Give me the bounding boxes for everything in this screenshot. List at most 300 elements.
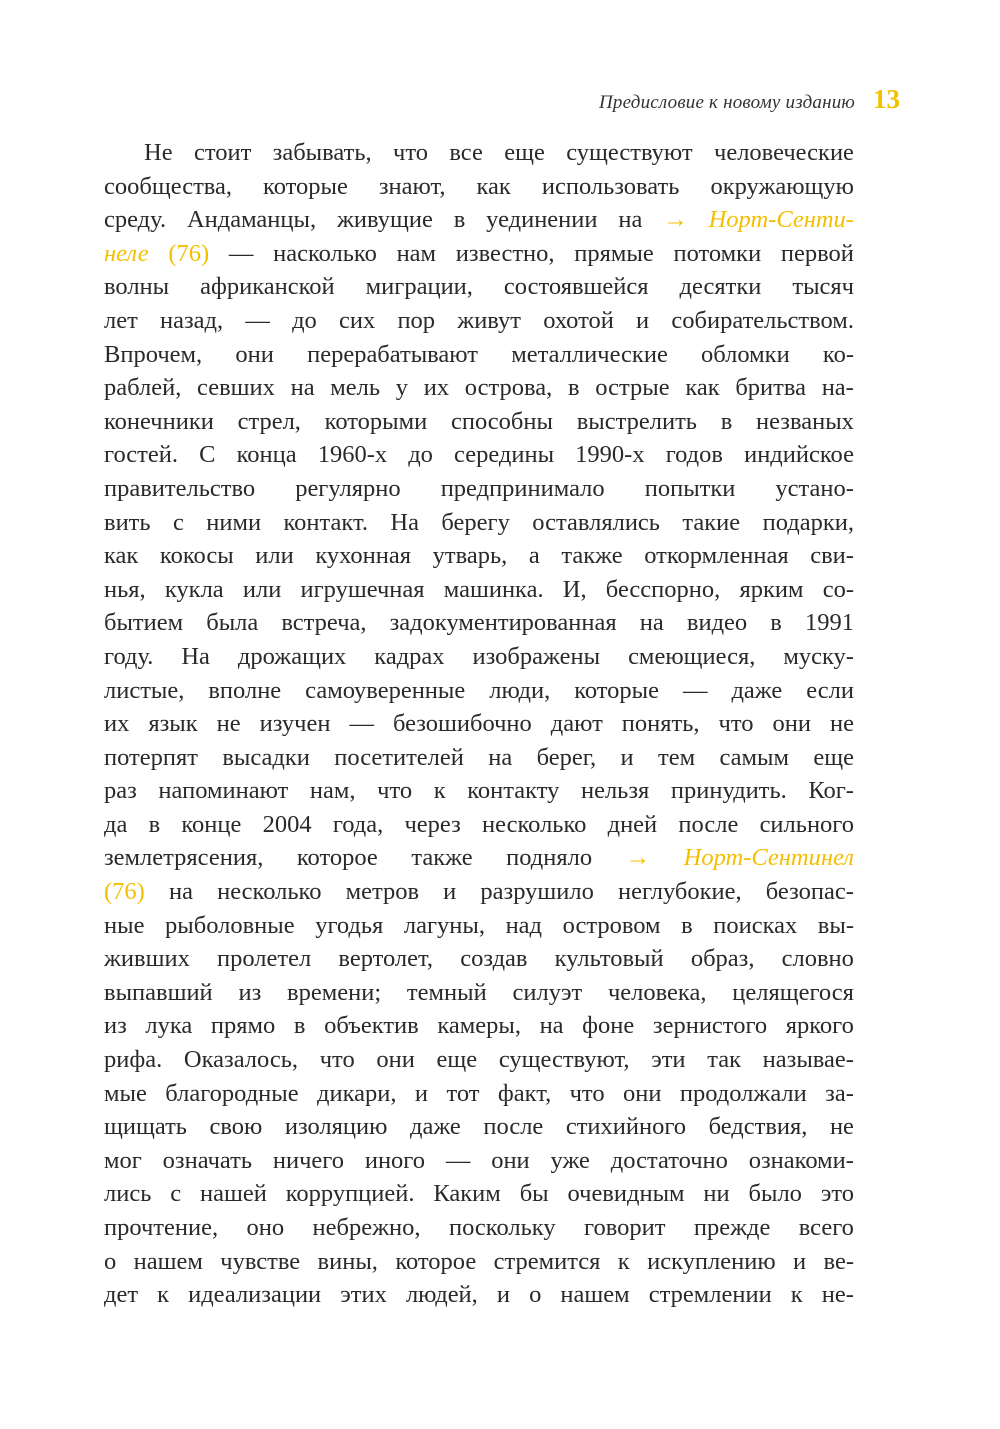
word-part: силуэт [512,978,583,1006]
word-part: о [529,1281,542,1309]
word [574,237,653,271]
word-part: создав [460,945,528,973]
word [537,741,597,775]
word [611,1144,728,1178]
word-part: рифа. [104,1046,163,1074]
word [168,237,209,271]
cross-reference-number[interactable]: (76) [104,878,145,906]
cross-reference-link[interactable]: → [625,844,651,872]
cross-reference-link[interactable]: неле [104,239,149,267]
word-part: прежде [693,1214,771,1241]
word [200,270,335,304]
word-part: этих [340,1281,387,1309]
word [104,909,144,943]
word [169,875,193,909]
word-part: прямые [574,239,654,267]
word [709,1110,808,1144]
word [709,203,854,237]
word-part: кадрах [374,642,445,670]
cross-reference-link[interactable]: Норт-Сентинел [683,844,854,872]
word-part: людей, [405,1281,478,1309]
word-part: ко- [822,340,854,368]
word-part: в [720,407,733,435]
word-part: нам, [309,777,356,805]
word [799,1211,854,1245]
word [285,1110,388,1144]
word [504,270,649,304]
word [540,1009,564,1043]
text-line [104,1077,854,1111]
word-part: самоуверенные [305,676,466,704]
word-part: фоне [582,1012,635,1040]
word [574,674,659,708]
word [295,472,400,506]
word [497,1278,510,1312]
text-line [104,808,854,842]
word [397,304,435,338]
word-part: они [235,340,274,368]
word [424,371,449,405]
word-part: даже [731,676,783,704]
word-part: люди, [489,676,551,704]
word [543,304,614,338]
word-part: лет [104,306,138,334]
word-part: предпринимало [440,474,605,502]
word [237,438,297,472]
word-part: попытки [644,474,736,502]
word-part: словно [781,945,854,973]
word-part: обломки [701,340,790,368]
word-part: человека, [607,978,707,1006]
word-part: тысяч [792,273,854,301]
word [433,539,508,573]
word-part: до [408,441,433,469]
body-text [104,136,854,1312]
word-part: потерпят [104,743,198,771]
word-part: метров [345,878,420,906]
word [483,1110,543,1144]
word [297,841,378,875]
word [339,304,375,338]
word [678,808,738,842]
word [805,606,854,640]
word-part: бы [519,1180,549,1208]
word-part: рыболовные [165,911,295,939]
word-part: бритва [735,374,806,402]
text-line [104,438,854,472]
word [206,506,261,540]
word [622,707,700,741]
word-part: у [395,374,409,402]
word-part: десятки [679,273,762,301]
word [732,976,854,1010]
word-part: они [772,710,811,738]
word-part: которые [574,676,660,704]
word [647,1245,776,1279]
word [482,808,586,842]
word-part: говорит [584,1214,666,1241]
word [134,1245,203,1279]
word-part: факт, [497,1079,552,1107]
word-part: самым [719,743,789,771]
word-part: — [245,306,270,334]
word [338,942,433,976]
word [410,1110,461,1144]
word-part: и [496,1281,511,1309]
word [532,506,660,540]
word [719,741,789,775]
word [830,707,854,741]
word [680,1077,807,1111]
word [584,1211,665,1245]
word [810,539,854,573]
text-line [104,875,854,909]
word [555,942,664,976]
word-part: устано- [775,474,854,502]
word-part: поскольку [448,1214,556,1241]
word [390,606,617,640]
word [437,1043,478,1077]
word [433,1177,500,1211]
word [408,438,433,472]
word-part: поисках [713,911,798,939]
word [621,741,634,775]
word-part: с [172,508,184,536]
word [324,1009,419,1043]
word [645,472,736,506]
word-part: кухонная [315,542,412,570]
word [568,1177,685,1211]
word-part: даже [409,1113,461,1141]
word-part: нашем [133,1247,203,1275]
text-line [104,1177,854,1211]
text-line [104,841,854,875]
word [260,707,331,741]
word-part: прочтение, [104,1214,219,1241]
text-line [104,942,854,976]
word-part: которое [395,1247,477,1275]
word-part: лись [104,1180,152,1208]
word [561,539,622,573]
word-part: видео [686,609,748,637]
word-part: такие [682,508,741,536]
word [444,573,544,607]
word [181,640,210,674]
word [691,942,755,976]
word [287,976,381,1010]
word-part: ни [703,1180,730,1208]
word [687,606,747,640]
word [104,1177,151,1211]
word-part: острые [595,374,670,402]
word [618,203,642,237]
word [446,1144,471,1178]
word-part: идеализации [188,1281,322,1309]
word-part: которые [263,172,348,200]
word-part: подарки, [762,508,854,536]
text-line [104,1211,854,1245]
word [529,539,540,573]
word [104,203,166,237]
word [721,405,733,439]
word [104,338,202,372]
word-part: еще [504,139,545,166]
word-part: и [620,743,634,771]
word-part: в [681,911,693,939]
word-part: времени; [287,978,382,1006]
word [786,1009,854,1043]
word [744,438,854,472]
word-part: перерабатывают [307,340,478,368]
word-part: понять, [621,710,700,738]
word-part: берегу [441,508,510,536]
word [520,1177,549,1211]
word-part: как [476,172,511,200]
word-part: дают [550,710,603,738]
text-line [104,371,854,405]
text-line [104,338,854,372]
word-part: ве- [823,1247,854,1275]
word [222,741,310,775]
word [104,472,255,506]
word-part: металлические [511,340,668,368]
text-line [104,976,854,1010]
word [563,909,661,943]
word [243,573,281,607]
word-part: первой [780,239,854,267]
word-part: и [443,878,457,906]
text-line [104,203,854,237]
word-part: Оказалось, [183,1046,299,1074]
word-part: несколько [217,878,322,906]
word [618,875,742,909]
word [104,640,153,674]
word [608,976,707,1010]
word-part: на [488,743,513,771]
word [739,573,803,607]
word [766,875,854,909]
cross-reference-number[interactable]: (76) [168,239,210,267]
word [680,270,762,304]
text-line [104,506,854,540]
word-part: незваных [756,407,854,435]
word [379,170,446,204]
word [144,136,173,170]
word [443,875,456,909]
text-line [104,472,854,506]
word-part: к [617,1247,630,1275]
word-part: все [449,139,483,166]
word-part: или [255,542,294,570]
word [104,438,178,472]
word [374,640,444,674]
word [671,774,787,808]
word [104,170,232,204]
word [173,506,184,540]
word-part: сих [338,306,376,334]
word-part: вины, [317,1247,378,1275]
word [511,338,668,372]
word [673,237,761,271]
word-part: сви- [810,542,854,570]
word [566,1110,686,1144]
word [694,1211,771,1245]
word-part: как [685,374,720,402]
word [825,1077,854,1111]
word-part: 1991 [804,609,854,637]
word [325,405,428,439]
word [467,774,559,808]
text-line [104,606,854,640]
word [163,1144,252,1178]
word [194,136,251,170]
word [294,1009,306,1043]
word-part: контакту [467,777,560,805]
word [703,1177,729,1211]
word [763,1043,854,1077]
word [104,573,146,607]
word [775,472,854,506]
word-part: островом [562,911,661,939]
word [782,942,854,976]
word [783,640,854,674]
word-part: муску- [783,642,854,670]
word [406,1278,478,1312]
word [818,909,854,943]
word-part: нья, [104,575,146,603]
word [187,203,316,237]
word [477,170,511,204]
word-part: назад, [160,306,224,334]
word-part: безошибочно [392,710,532,738]
word-part: к [157,1281,170,1309]
word [568,371,580,405]
word-part: изоляцию [284,1113,388,1141]
word-part: живущие [336,206,433,234]
word [506,841,592,875]
word-part: культовый [554,945,664,973]
word-part: встреча, [281,609,367,637]
text-line [104,707,854,741]
word [606,573,720,607]
word [255,539,293,573]
word-part: достаточно [610,1146,728,1174]
word-part: они [491,1146,530,1174]
word-part: конце [181,810,242,838]
word-part: африканской [200,273,335,301]
word-part: за- [825,1079,854,1107]
word [188,1278,321,1312]
word [683,674,708,708]
word [763,506,854,540]
word [160,304,223,338]
word [551,707,603,741]
word [404,909,485,943]
word-part: конца [236,441,297,469]
word [713,909,797,943]
word [217,942,311,976]
word-part: на- [821,374,854,402]
word [504,136,545,170]
word-part: гостей. [104,441,178,469]
word [560,1278,629,1312]
word [181,808,241,842]
word [640,606,664,640]
word [653,1009,767,1043]
word-part: и [636,306,650,334]
word-part: которое [296,844,378,872]
word [731,674,782,708]
word [770,606,782,640]
word-part: выстрелить [576,407,697,435]
cross-reference-link[interactable]: → [663,206,688,234]
word [333,808,383,842]
word [822,371,854,405]
word-part: существуют, [498,1046,630,1074]
word [563,573,587,607]
word-part: зернистого [652,1012,768,1040]
word-part: тем [658,743,696,771]
word-part: собирательством. [671,306,854,334]
word [494,1245,601,1279]
word-part: оставлялись [532,508,660,536]
word [104,405,214,439]
word-part: смеющиеся, [628,642,756,670]
word-part: Впрочем, [104,340,203,368]
word [104,808,127,842]
word [566,136,692,170]
word-part: И, [562,575,587,603]
word [286,1177,415,1211]
word-part: из [238,978,262,1006]
word-part: нашем [560,1281,630,1309]
word [273,136,372,170]
word-part: тот [446,1079,480,1107]
word [165,909,295,943]
word-part: пор [397,306,436,334]
word-part: уединении [486,206,598,234]
word-part: над [505,911,543,939]
word [529,1278,541,1312]
word-part: ознакоми- [748,1146,854,1174]
word [397,237,437,271]
word-part: бесспорно, [605,575,721,603]
word-part: оно [246,1214,285,1241]
word [104,1077,147,1111]
word [577,405,697,439]
word-part: а [528,542,540,570]
word [460,942,527,976]
word-part: среду. [104,206,167,234]
word [480,875,593,909]
text-line [104,1278,854,1312]
word [582,1009,634,1043]
cross-reference-link[interactable]: Норт-Сенти- [708,206,854,234]
word [292,304,317,338]
word-part: после [678,810,739,838]
word [415,1077,428,1111]
word-part: также [561,542,623,570]
word-part: и [414,1079,429,1107]
word-part: через [404,810,461,838]
word [793,1245,806,1279]
word [651,1043,685,1077]
word-part: нашей [200,1180,267,1208]
word [245,304,270,338]
word [104,875,145,909]
word-part: со- [822,575,854,603]
word [791,1278,803,1312]
